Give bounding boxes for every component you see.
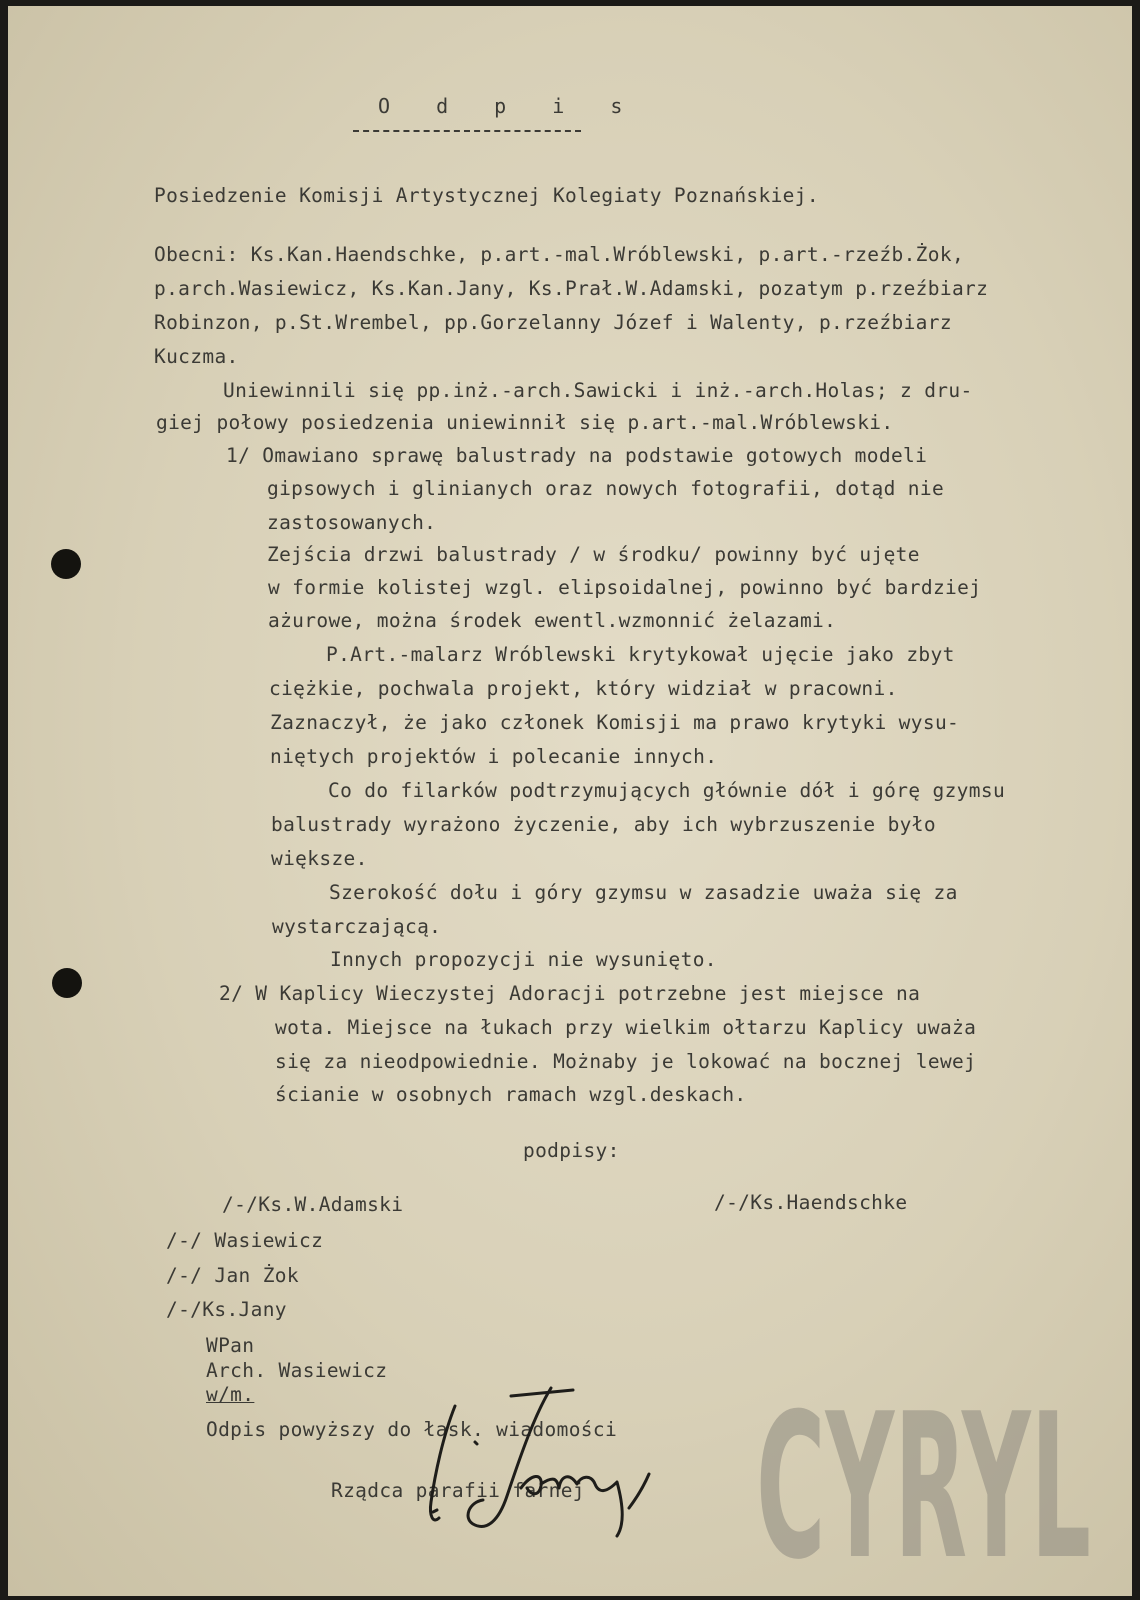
body-line: ażurowe, można środek ewentl.wzmonnić żelazami. (268, 609, 837, 632)
body-line: ścianie w osobnych ramach wzgl.deskach. (275, 1083, 747, 1106)
body-line: Kuczma. (154, 345, 239, 368)
body-line: 1/ Omawiano sprawę balustrady na podstawie gotowych modeli (226, 444, 928, 467)
footer-role: Rządca parafii farnej (331, 1479, 585, 1502)
body-line: wota. Miejsce na łukach przy wielkim ołtarzu Kaplicy uważa (275, 1016, 977, 1039)
body-line: niętych projektów i polecanie innych. (270, 745, 718, 768)
podpisy-label: podpisy: (523, 1139, 620, 1162)
body-line: zastosowanych. (267, 511, 437, 534)
body-line: Zaznaczył, że jako członek Komisji ma prawo krytyki wysu- (270, 711, 960, 734)
meeting-heading: Posiedzenie Komisji Artystycznej Kolegiaty Poznańskiej. (154, 184, 819, 207)
punch-hole-bottom (52, 968, 82, 998)
body-line: Uniewinnili się pp.inż.-arch.Sawicki i inż.-arch.Holas; z dru- (223, 379, 973, 402)
body-line: giej połowy posiedzenia uniewinnił się p.art.-mal.Wróblewski. (156, 411, 894, 434)
signature-left: /-/ Wasiewicz (166, 1229, 324, 1252)
body-line: ciężkie, pochwala projekt, który widział w pracowni. (269, 677, 898, 700)
body-line: Zejścia drzwi balustrady / w środku/ powinny być ujęte (267, 543, 920, 566)
signature-left: /-/Ks.W.Adamski (222, 1193, 404, 1216)
address-line: WPan (206, 1334, 255, 1357)
body-line: balustrady wyrażono życzenie, aby ich wybrzuszenie było (271, 813, 936, 836)
body-line: w formie kolistej wzgl. elipsoidalnej, powinno być bardziej (268, 576, 982, 599)
body-line: wystarczającą. (272, 915, 442, 938)
body-line: p.arch.Wasiewicz, Ks.Kan.Jany, Ks.Prał.W.Adamski, pozatym p.rzeźbiarz (154, 277, 989, 300)
body-line: się za nieodpowiednie. Możnaby je lokować na bocznej lewej (275, 1050, 977, 1073)
closing-note: Odpis powyższy do łask. wiadomości (206, 1418, 618, 1441)
svg-text:CYRYL: CYRYL (756, 1371, 1091, 1586)
body-line: 2/ W Kaplicy Wieczystej Adoracji potrzebne jest miejsce na (219, 982, 921, 1005)
signature-right: /-/Ks.Haendschke (714, 1191, 908, 1214)
body-line: Robinzon, p.St.Wrembel, pp.Gorzelanny Józef i Walenty, p.rzeźbiarz (154, 311, 952, 334)
body-line: Szerokość dołu i góry gzymsu w zasadzie uważa się za (329, 881, 958, 904)
document-page (8, 6, 1132, 1596)
body-line: Obecni: Ks.Kan.Haendschke, p.art.-mal.Wróblewski, p.art.-rzeźb.Żok, (154, 243, 965, 266)
handwritten-signature (403, 1384, 693, 1544)
address-line: Arch. Wasiewicz (206, 1359, 388, 1382)
body-line: Innych propozycji nie wysunięto. (330, 948, 717, 971)
body-line: Co do filarków podtrzymujących głównie dół i górę gzymsu (328, 779, 1006, 802)
body-line: gipsowych i glinianych oraz nowych fotografii, dotąd nie (267, 477, 945, 500)
body-line: większe. (271, 847, 368, 870)
signature-left: /-/Ks.Jany (166, 1298, 287, 1321)
cyryl-watermark-logo (756, 1366, 1096, 1586)
body-line: P.Art.-malarz Wróblewski krytykował ujęcie jako zbyt (326, 643, 955, 666)
signature-left: /-/ Jan Żok (166, 1264, 299, 1287)
title-underline (353, 130, 581, 132)
document-title: O d p i s (378, 94, 640, 118)
punch-hole-top (51, 549, 81, 579)
address-line: w/m. (206, 1383, 255, 1406)
